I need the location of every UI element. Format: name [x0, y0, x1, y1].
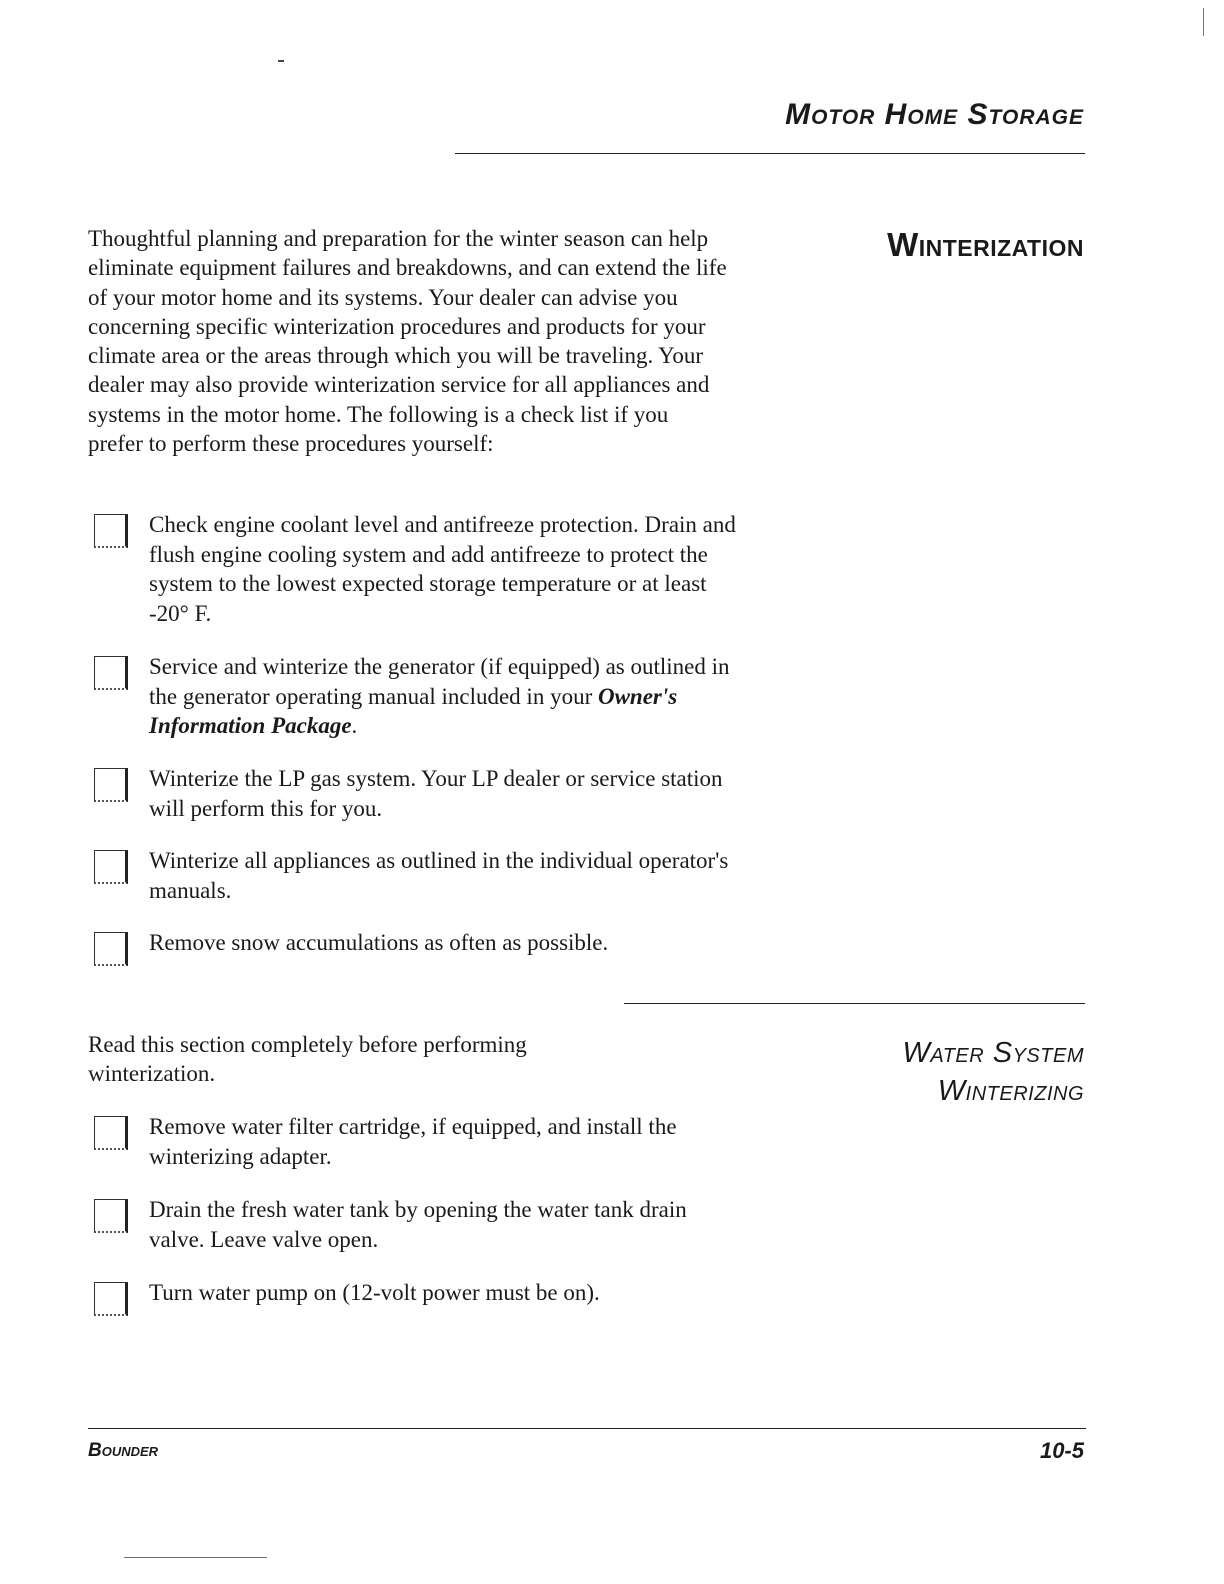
- checkbox[interactable]: [94, 932, 128, 966]
- link-underline: [124, 1557, 267, 1558]
- scan-artifact: [1203, 8, 1210, 36]
- checklist-item-text: Remove water filter cartridge, if equipped, and install the winterizing adapter.: [149, 1114, 677, 1169]
- footer-model-name: Bounder: [88, 1440, 159, 1461]
- checkbox[interactable]: [94, 768, 128, 802]
- checkbox[interactable]: [94, 1116, 128, 1150]
- checkbox[interactable]: [94, 1199, 128, 1233]
- header-divider: [455, 153, 1085, 154]
- owners-information-package-reference: Owner's Information Package: [149, 683, 678, 738]
- checkbox[interactable]: [94, 656, 128, 690]
- checklist-item-text: Remove snow accumulations as often as possible.: [149, 930, 609, 955]
- footer-divider: [88, 1428, 1086, 1429]
- page-number: 10-5: [1039, 1438, 1084, 1463]
- checklist-item-text: Service and winterize the generator (if equipped) as outlined in the generator operating manual included in your Owner's Information Package.: [149, 654, 730, 738]
- chapter-title: Motor Home Storage: [785, 98, 1084, 131]
- checklist-item-text: Drain the fresh water tank by opening the water tank drain valve. Leave valve open.: [149, 1197, 687, 1252]
- checkbox[interactable]: [94, 514, 128, 548]
- scan-artifact: [278, 60, 284, 62]
- checklist-item-text: Check engine coolant level and antifreeze protection. Drain and flush engine cooling system and add antifreeze to protect the system to the lowest expected storage temperature or at least -20° F.: [149, 512, 736, 626]
- winterization-intro: Thoughtful planning and preparation for the winter season can help eliminate equipment failures and breakdowns, and can extend the life of your motor home and its systems. Your dealer can advise you concerning specific winterization procedures and products for your climate area or the areas through which you will be traveling. Your dealer may also provide winterization service for all appliances and systems in the motor home. The following is a check list if you prefer to perform these procedures yourself:: [88, 226, 727, 457]
- checklist-item-text: Winterize the LP gas system. Your LP dealer or service station will perform this for you.: [149, 766, 723, 821]
- checkbox[interactable]: [94, 850, 128, 884]
- checklist-item-text: Winterize all appliances as outlined in the individual operator's manuals.: [149, 848, 729, 903]
- section-divider: [624, 1003, 1085, 1004]
- section-heading-water-system-winterizing: Water System Winterizing: [902, 1037, 1084, 1107]
- checkbox[interactable]: [94, 1282, 128, 1316]
- checklist-item-text: Turn water pump on (12-volt power must be on).: [149, 1280, 600, 1305]
- water-system-intro: Read this section completely before performing winterization.: [88, 1032, 527, 1087]
- section-heading-winterization: Winterization: [887, 226, 1084, 263]
